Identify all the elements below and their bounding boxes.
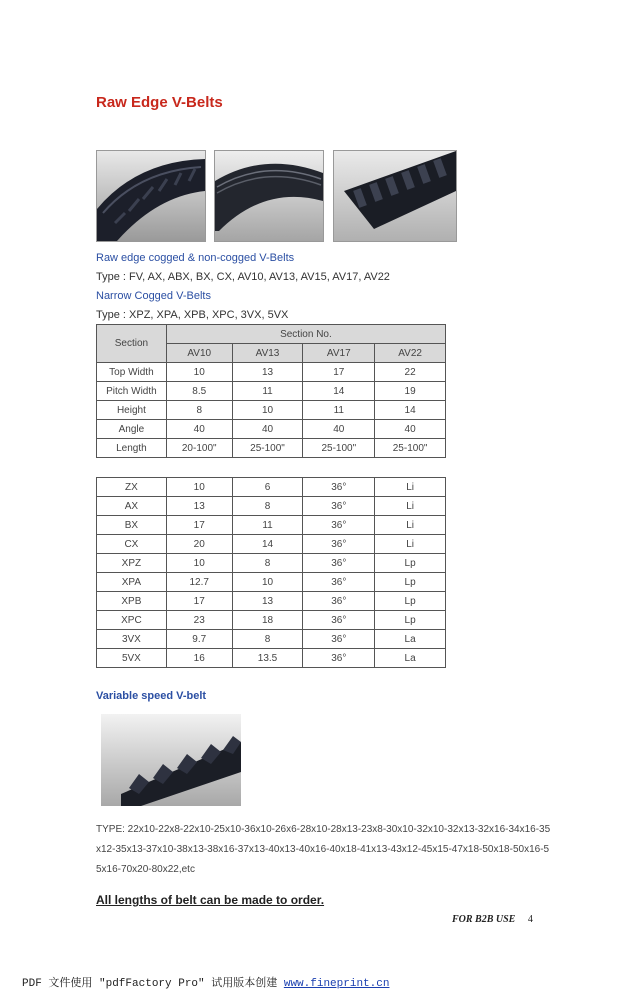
table-cell: 25-100" xyxy=(303,439,375,458)
row-label: Length xyxy=(97,439,167,458)
table-row xyxy=(97,382,446,401)
table-cell: 25-100" xyxy=(232,439,303,458)
table-cell: 40 xyxy=(375,420,446,439)
table-cell: Lp xyxy=(375,611,446,630)
row-label: XPC xyxy=(97,611,167,630)
type-line-raw-edge: Type : FV, AX, ABX, BX, CX, AV10, AV13, AV15, AV17, AV22 xyxy=(96,271,390,283)
table-cell: 36° xyxy=(303,535,375,554)
row-label: BX xyxy=(97,516,167,535)
column-header: AV10 xyxy=(166,344,232,363)
row-label: XPA xyxy=(97,573,167,592)
table-cell: 17 xyxy=(166,516,232,535)
b2b-label: FOR B2B USE xyxy=(452,914,516,925)
table-cell: 36° xyxy=(303,516,375,535)
table-cell: 23 xyxy=(166,611,232,630)
table-cell: 19 xyxy=(375,382,446,401)
table-cell: 20-100" xyxy=(166,439,232,458)
section-spec-table xyxy=(96,324,446,458)
row-label: Pitch Width xyxy=(97,382,167,401)
footer-link[interactable]: www.fineprint.cn xyxy=(283,978,390,990)
table-cell: 10 xyxy=(166,478,232,497)
row-label: 3VX xyxy=(97,630,167,649)
order-note: All lengths of belt can be made to order. xyxy=(96,893,325,907)
table-cell: 17 xyxy=(303,363,375,382)
row-label: XPZ xyxy=(97,554,167,573)
table-cell: 8 xyxy=(232,554,303,573)
table-row xyxy=(97,516,446,535)
table-cell: 14 xyxy=(303,382,375,401)
table-cell: 36° xyxy=(303,554,375,573)
table-cell: 12.7 xyxy=(166,573,232,592)
table-cell: 22 xyxy=(375,363,446,382)
section-label-raw-edge: Raw edge cogged & non-cogged V-Belts xyxy=(96,252,295,264)
type-line-narrow-cogged: Type : XPZ, XPA, XPB, XPC, 3VX, 5VX xyxy=(96,309,289,321)
table-cell: 11 xyxy=(232,516,303,535)
table-cell: 10 xyxy=(166,554,232,573)
table-cell: 25-100" xyxy=(375,439,446,458)
belt-photo-3 xyxy=(333,150,457,242)
belt-photo-1 xyxy=(96,150,206,242)
page-title: Raw Edge V-Belts xyxy=(96,94,223,111)
column-header: AV22 xyxy=(375,344,446,363)
table-cell: 36° xyxy=(303,592,375,611)
table-cell: 10 xyxy=(232,573,303,592)
table-cell: Li xyxy=(375,516,446,535)
column-header: AV13 xyxy=(232,344,303,363)
table-cell: 6 xyxy=(232,478,303,497)
table-cell: La xyxy=(375,630,446,649)
row-label: 5VX xyxy=(97,649,167,668)
table-cell: 16 xyxy=(166,649,232,668)
page-number: 4 xyxy=(527,914,533,925)
table-cell: 8 xyxy=(232,630,303,649)
table-cell: 8 xyxy=(166,401,232,420)
belt-type-table xyxy=(96,477,446,668)
table-row xyxy=(97,554,446,573)
table-row xyxy=(97,401,446,420)
row-label: Angle xyxy=(97,420,167,439)
table-row xyxy=(97,535,446,554)
table-cell: Li xyxy=(375,478,446,497)
table-row xyxy=(97,478,446,497)
b2b-note xyxy=(452,914,533,925)
row-label: CX xyxy=(97,535,167,554)
belt-photo-2 xyxy=(214,150,324,242)
table-cell: 20 xyxy=(166,535,232,554)
table-cell: 18 xyxy=(232,611,303,630)
table-cell: 13 xyxy=(166,497,232,516)
table-row xyxy=(97,363,446,382)
table-cell: Lp xyxy=(375,592,446,611)
table-cell: 36° xyxy=(303,611,375,630)
section-header: Section xyxy=(97,325,167,363)
table-row xyxy=(97,439,446,458)
column-header: AV17 xyxy=(303,344,375,363)
table-cell: 13 xyxy=(232,363,303,382)
table-cell: 40 xyxy=(232,420,303,439)
row-label: XPB xyxy=(97,592,167,611)
table-cell: Lp xyxy=(375,573,446,592)
row-label: AX xyxy=(97,497,167,516)
table-cell: La xyxy=(375,649,446,668)
table-cell: 36° xyxy=(303,478,375,497)
table-row xyxy=(97,573,446,592)
table-cell: 36° xyxy=(303,649,375,668)
table-cell: 14 xyxy=(232,535,303,554)
row-label: Top Width xyxy=(97,363,167,382)
table-cell: 8 xyxy=(232,497,303,516)
table-cell: 10 xyxy=(166,363,232,382)
table-cell: 11 xyxy=(232,382,303,401)
section-label-variable-speed: Variable speed V-belt xyxy=(96,690,207,702)
table-cell: 8.5 xyxy=(166,382,232,401)
table-cell: 36° xyxy=(303,497,375,516)
table-cell: 13 xyxy=(232,592,303,611)
section-label-narrow-cogged: Narrow Cogged V-Belts xyxy=(96,290,211,302)
table-cell: 10 xyxy=(232,401,303,420)
table-cell: 40 xyxy=(303,420,375,439)
table-cell: 36° xyxy=(303,573,375,592)
table-row xyxy=(97,649,446,668)
variable-speed-types: TYPE: 22x10-22x8-22x10-25x10-36x10-26x6-28x10-28x13-23x8-30x10-32x10-32x13-32x16-34x16-35x12-35x13-37x10-38x13-38x16-37x13-40x13-40x16-40x18-41x13-43x12-45x15-47x18-50x18-50x16-55x16-70x20-80x22,etc xyxy=(96,824,551,875)
table-cell: Lp xyxy=(375,554,446,573)
footer-text: PDF 文件使用 "pdfFactory Pro" 试用版本创建 xyxy=(22,978,278,990)
table-cell: Li xyxy=(375,497,446,516)
table-cell: 13.5 xyxy=(232,649,303,668)
table-row xyxy=(97,420,446,439)
variable-speed-belt-photo xyxy=(101,714,241,806)
table-row xyxy=(97,630,446,649)
table-cell: 9.7 xyxy=(166,630,232,649)
table-row xyxy=(97,497,446,516)
table-cell: 17 xyxy=(166,592,232,611)
table-row xyxy=(97,611,446,630)
section-no-header: Section No. xyxy=(166,325,445,344)
pdf-footer xyxy=(22,974,389,990)
table-cell: 36° xyxy=(303,630,375,649)
table-row xyxy=(97,592,446,611)
table-cell: 11 xyxy=(303,401,375,420)
table-cell: Li xyxy=(375,535,446,554)
row-label: Height xyxy=(97,401,167,420)
table-cell: 40 xyxy=(166,420,232,439)
row-label: ZX xyxy=(97,478,167,497)
table-cell: 14 xyxy=(375,401,446,420)
